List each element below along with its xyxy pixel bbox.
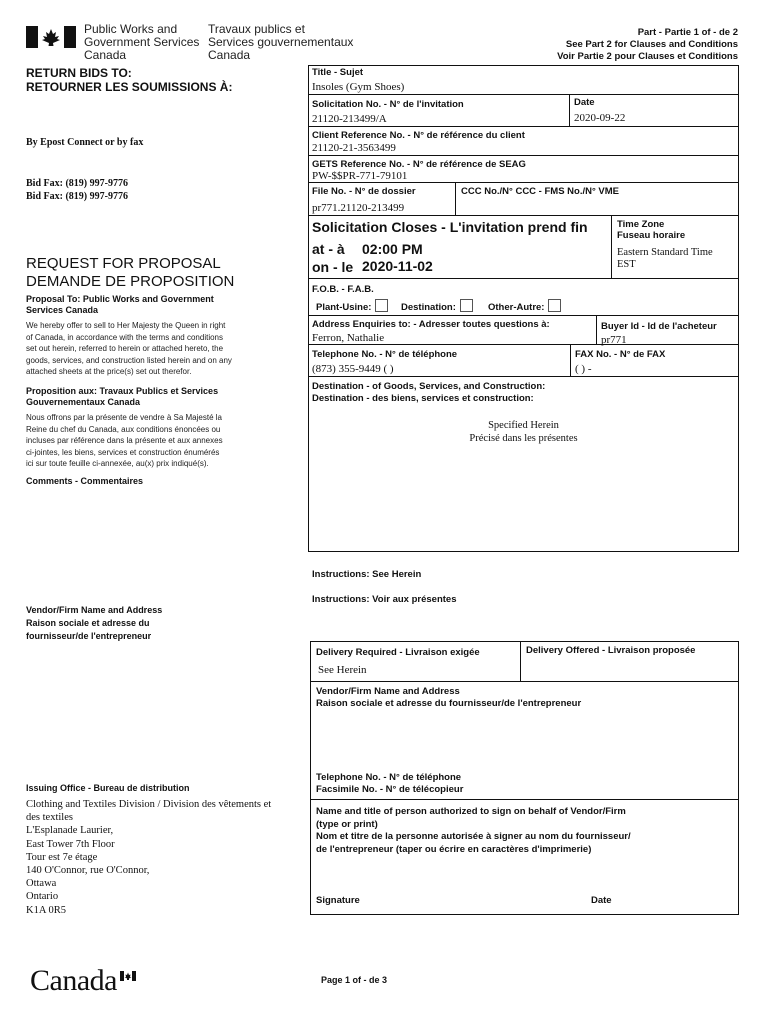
solicitation-label: Solicitation No. - N° de l'invitation	[312, 99, 464, 110]
divider	[570, 344, 571, 377]
proposition-line: Proposition aux: Travaux Publics et Services	[26, 386, 219, 396]
title-value[interactable]: Insoles (Gym Shoes)	[312, 81, 405, 93]
offer-en-line: set out herein, referred to herein or attached hereto, the	[26, 344, 224, 353]
bid-fax-line: Bid Fax: (819) 997-9776	[26, 178, 128, 189]
comments-label: Comments - Commentaires	[26, 476, 144, 486]
other-checkbox[interactable]	[548, 299, 561, 312]
fob-label: F.O.B. - F.A.B.	[312, 284, 374, 295]
other-label: Other-Autre:	[488, 302, 545, 313]
client-ref-value[interactable]: 21120-21-3563499	[312, 142, 396, 154]
authorized-person-label	[316, 806, 631, 856]
divider	[520, 641, 521, 682]
vendor-name-label	[26, 604, 162, 643]
plant-label: Plant-Usine:	[316, 302, 372, 313]
destination-checkbox[interactable]	[460, 299, 473, 312]
see-part-en: See Part 2 for Clauses and Conditions	[565, 39, 738, 50]
address-line: East Tower 7th Floor	[26, 838, 115, 850]
telephone-label: Telephone No. - N° de téléphone	[312, 349, 458, 360]
client-ref-label: Client Reference No. - N° de référence du client	[312, 130, 525, 141]
part-line: Part - Partie 1 of - de 2	[637, 27, 738, 38]
destination-goods-line: Destination - of Goods, Services, and Construction:	[312, 381, 546, 392]
offer-fr-line: ici sur toute feuille ci-annexée, au(x) prix indiqué(s).	[26, 459, 209, 468]
timezone-label	[617, 219, 685, 241]
offer-fr-line: Nous offrons par la présente de vendre à Sa Majesté la	[26, 413, 222, 422]
fob-plant	[316, 299, 388, 313]
vendor-label-line: fournisseur/de l'entrepreneur	[26, 631, 152, 641]
offer-fr-line: Reine du chef du Canada, aux conditions énoncées ou	[26, 424, 221, 434]
destination-goods-line: Destination - des biens, services et construction:	[312, 393, 534, 404]
address-line: 140 O'Connor, rue O'Connor,	[26, 865, 150, 877]
destination-value	[308, 419, 739, 445]
timezone-value-line: Eastern Standard Time	[617, 247, 713, 258]
rfp-title	[26, 255, 234, 291]
issuing-office-address	[26, 798, 306, 917]
offer-en-line: of Canada, in accordance with the terms and conditions	[26, 332, 224, 342]
fax-value[interactable]: ( ) -	[575, 363, 592, 375]
dept-fr-line: Services gouvernementaux	[208, 35, 354, 49]
instructions-fr: Instructions: Voir aux présentes	[312, 594, 457, 605]
buyer-id-value[interactable]: pr771	[601, 334, 627, 346]
authorized-line: Nom et titre de la personne autorisée à signer au nom du fournisseur/	[316, 831, 631, 842]
timezone-label-line: Fuseau horaire	[617, 230, 686, 241]
date-label: Date	[574, 97, 595, 108]
timezone-value[interactable]	[617, 247, 713, 271]
date-value[interactable]: 2020-09-22	[574, 112, 626, 124]
dept-fr-line: Travaux publics et	[208, 22, 305, 36]
destination-goods-label	[312, 381, 545, 405]
gets-value[interactable]: PW-$$PR-771-79101	[312, 170, 408, 182]
address-line: K1A 0R5	[26, 904, 66, 916]
department-english	[84, 23, 199, 62]
dept-fr-line: Canada	[208, 48, 251, 62]
fob-destination	[401, 299, 473, 313]
part-info	[557, 27, 738, 63]
return-bids-fr: RETOURNER LES SOUMISSIONS À:	[26, 80, 233, 94]
return-bids-en: RETURN BIDS TO:	[26, 66, 132, 80]
address-line: L'Esplanade Laurier,	[26, 825, 114, 837]
gets-label: GETS Reference No. - N° de référence de SEAG	[312, 159, 526, 170]
delivery-required-label: Delivery Required - Livraison exigée	[316, 647, 480, 658]
see-part-fr: Voir Partie 2 pour Clauses et Conditions	[557, 51, 738, 62]
file-value[interactable]: pr771.21120-213499	[312, 202, 405, 214]
department-french	[208, 23, 353, 62]
dept-en-line: Canada	[84, 48, 127, 62]
return-bids	[26, 66, 232, 94]
offer-en-line: attached sheets at the price(s) set out therefor.	[26, 367, 192, 376]
closing-date-value[interactable]: 2020-11-02	[362, 258, 433, 274]
timezone-label-line: Time Zone	[617, 219, 665, 230]
divider	[569, 94, 570, 127]
offer-en-line: We hereby offer to sell to Her Majesty the Queen in right	[26, 321, 226, 330]
vendor-facsimile-label[interactable]: Facsimile No. - N° de télécopieur	[316, 784, 464, 795]
divider	[611, 215, 612, 279]
proposal-to-line: Services Canada	[26, 305, 99, 315]
file-label: File No. - N° de dossier	[312, 186, 416, 197]
vendor-contact-labels	[316, 772, 463, 796]
destination-value-line: Specified Herein	[488, 420, 559, 431]
address-enquiries-value[interactable]: Ferron, Nathalie	[312, 332, 385, 344]
divider	[596, 315, 597, 345]
timezone-value-line: EST	[617, 259, 636, 270]
solicitation-value[interactable]: 21120-213499/A	[312, 113, 387, 125]
divider	[310, 799, 739, 800]
canada-flag-icon	[26, 26, 76, 48]
closes-label: Solicitation Closes - L'invitation prend fin	[312, 219, 588, 235]
proposition-line: Gouvernementaux Canada	[26, 397, 141, 407]
offer-en-line: goods, services, and construction listed herein and on any	[26, 355, 232, 365]
buyer-id-label: Buyer Id - Id de l'acheteur	[601, 321, 717, 332]
delivery-offered-label[interactable]: Delivery Offered - Livraison proposée	[526, 645, 696, 656]
vendor-box-line: Vendor/Firm Name and Address	[316, 686, 460, 697]
vendor-box-line: Raison sociale et adresse du fournisseur/de l'entrepreneur	[316, 698, 582, 709]
offer-fr-line: incluses par référence dans la présente et aux annexes	[26, 436, 223, 445]
issuing-office-label: Issuing Office - Bureau de distribution	[26, 783, 190, 793]
closing-time-value[interactable]: 02:00 PM	[362, 241, 423, 257]
proposal-to-line: Proposal To: Public Works and Government	[26, 294, 214, 304]
title-label: Title - Sujet	[312, 67, 364, 78]
address-enquiries-label: Address Enquiries to: - Adresser toutes questions à:	[312, 319, 550, 330]
epost-text: By Epost Connect or by fax	[26, 137, 144, 148]
vendor-name-field[interactable]	[316, 714, 726, 766]
address-line: Ontario	[26, 891, 59, 903]
wordmark-flag-icon	[120, 968, 136, 986]
plant-checkbox[interactable]	[375, 299, 388, 312]
address-line: Ottawa	[26, 878, 57, 890]
destination-value-line: Précisé dans les présentes	[469, 433, 578, 444]
proposal-to	[26, 294, 214, 316]
offer-fr-line: ci-jointes, les biens, services et construction énumérés	[26, 447, 220, 457]
authorized-line: (type or print)	[316, 818, 378, 830]
delivery-required-value[interactable]: See Herein	[318, 664, 367, 676]
telephone-value[interactable]: (873) 355-9449 ( )	[312, 363, 394, 375]
vendor-label-line: Vendor/Firm Name and Address	[26, 605, 163, 615]
at-label: at - à	[312, 241, 345, 257]
address-line: Clothing and Textiles Division / Division des vêtements et	[26, 799, 272, 810]
rfp-title-fr: DEMANDE DE PROPOSITION	[26, 273, 235, 290]
signature-label[interactable]: Signature	[316, 895, 360, 906]
authorized-person-field[interactable]	[316, 862, 726, 886]
offer-french	[26, 412, 296, 470]
rfp-title-en: REQUEST FOR PROPOSAL	[26, 255, 221, 272]
address-line: Tour est 7e étage	[26, 851, 98, 863]
ccc-label: CCC No./N° CCC - FMS No./N° VME	[461, 186, 620, 197]
canada-wordmark	[30, 964, 117, 998]
vendor-box-label	[316, 686, 581, 710]
vendor-label-line: Raison sociale et adresse du	[26, 618, 150, 628]
signature-date-label[interactable]: Date	[591, 895, 612, 906]
offer-english	[26, 320, 296, 378]
bid-fax-line: Bid Fax: (819) 997-9776	[26, 191, 128, 202]
authorized-line: de l'entrepreneur (taper ou écrire en caractères d'imprimerie)	[316, 843, 592, 855]
dept-en-line: Government Services	[84, 35, 200, 49]
authorized-line: Name and title of person authorized to sign on behalf of Vendor/Firm	[316, 806, 626, 817]
destination-label: Destination:	[401, 302, 456, 313]
proposition-aux	[26, 386, 218, 408]
vendor-telephone-label[interactable]: Telephone No. - N° de téléphone	[316, 772, 462, 783]
page-number: Page 1 of - de 3	[321, 975, 388, 985]
fax-label: FAX No. - N° de FAX	[575, 349, 666, 360]
fob-other	[488, 299, 561, 313]
bid-fax	[26, 177, 128, 203]
on-label: on - le	[312, 259, 354, 275]
wordmark-text: Canada	[30, 964, 117, 997]
address-line: des textiles	[26, 812, 73, 824]
instructions-en: Instructions: See Herein	[312, 569, 422, 580]
dept-en-line: Public Works and	[84, 22, 178, 36]
divider	[455, 182, 456, 216]
